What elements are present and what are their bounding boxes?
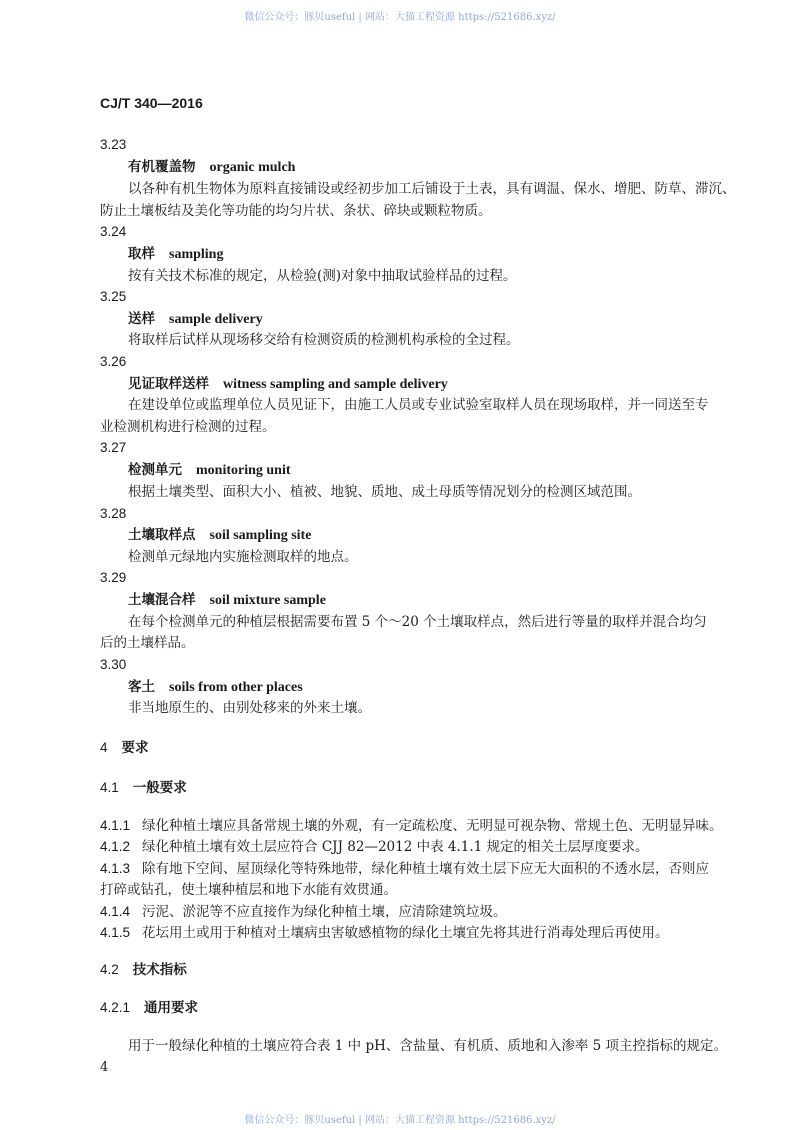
clause-continuation: 打碎或钻孔，使土壤种植层和地下水能有效贯通。	[100, 882, 397, 898]
term-title	[128, 678, 303, 697]
watermark-top: 微信公众号：豚贝useful | 网站：大猫工程资源 https://521686.xyz/	[244, 12, 556, 23]
section-heading-4-2-1	[100, 999, 198, 1017]
term-title	[128, 245, 223, 264]
term-en: soil mixture sample	[209, 593, 326, 608]
document-code: CJ/T 340—2016	[100, 95, 203, 111]
term-definition: 后的土壤样品。	[100, 635, 195, 651]
clause-4-1-4	[100, 903, 507, 921]
term-zh: 见证取样送样	[128, 376, 209, 392]
term-en: soils from other places	[169, 680, 303, 695]
term-title	[128, 461, 291, 480]
section-heading-4-1	[100, 779, 187, 797]
term-definition: 以各种有机生物体为原料直接铺设或经初步加工后铺设于土表，具有调温、保水、增肥、防草、滞沉、	[128, 181, 736, 197]
term-number: 3.29	[100, 570, 127, 585]
term-number: 3.26	[100, 354, 127, 369]
section-number: 4	[100, 740, 108, 755]
term-number: 3.23	[100, 137, 127, 152]
term-zh: 检测单元	[128, 462, 182, 478]
term-zh: 土壤取样点	[128, 527, 196, 543]
clause-text: 花坛用土或用于种植对土壤病虫害敏感植物的绿化土壤宜先将其进行消毒处理后再使用。	[142, 925, 669, 941]
watermark-bottom: 微信公众号：豚贝useful | 网站：大猫工程资源 https://521686.xyz/	[244, 1115, 556, 1126]
term-en: organic mulch	[209, 160, 296, 175]
paragraph: 用于一般绿化种植的土壤应符合表 1 中 pH、含盐量、有机质、质地和入渗率 5 项主控指标的规定。	[128, 1038, 728, 1054]
term-definition: 根据土壤类型、面积大小、植被、地貌、质地、成土母质等情况划分的检测区域范围。	[128, 484, 641, 500]
term-en: monitoring unit	[196, 463, 291, 478]
clause-number: 4.1.5	[100, 925, 131, 940]
term-title	[128, 591, 326, 610]
term-title	[128, 375, 448, 394]
term-number: 3.25	[100, 289, 127, 304]
term-number: 3.27	[100, 440, 127, 455]
section-title: 一般要求	[132, 780, 187, 796]
clause-text: 绿化种植土壤应具备常规土壤的外观，有一定疏松度、无明显可视杂物、常规土色、无明显异味。	[142, 818, 723, 834]
term-title	[128, 158, 295, 177]
clause-text: 污泥、淤泥等不应直接作为绿化种植土壤，应清除建筑垃圾。	[142, 904, 507, 920]
section-title: 技术指标	[132, 962, 187, 978]
section-number: 4.2.1	[100, 1000, 131, 1015]
term-title	[128, 526, 311, 545]
clause-number: 4.1.4	[100, 904, 131, 919]
term-en: sample delivery	[169, 312, 263, 327]
term-zh: 客土	[128, 679, 155, 695]
section-number: 4.2	[100, 962, 119, 977]
section-number: 4.1	[100, 780, 119, 795]
term-definition: 业检测机构进行检测的过程。	[100, 419, 276, 435]
section-title: 要求	[121, 740, 149, 756]
term-number: 3.28	[100, 506, 127, 521]
section-title: 通用要求	[144, 1000, 199, 1016]
section-heading-4	[100, 739, 149, 757]
clause-text: 绿化种植土壤有效土层应符合 CJJ 82—2012 中表 4.1.1 规定的相关土层厚度要求。	[142, 839, 649, 855]
clause-4-1-1	[100, 817, 723, 835]
term-title	[128, 310, 263, 329]
term-zh: 有机覆盖物	[128, 159, 196, 175]
term-definition: 在每个检测单元的种植层根据需要布置 5 个～20 个土壤取样点，然后进行等量的取样并混合均匀	[128, 614, 707, 630]
term-definition: 在建设单位或监理单位人员见证下，由施工人员或专业试验室取样人员在现场取样，并一同送至专	[128, 397, 709, 413]
term-zh: 送样	[128, 311, 155, 327]
term-definition: 将取样后试样从现场移交给有检测资质的检测机构承检的全过程。	[128, 332, 520, 348]
term-definition: 检测单元绿地内实施检测取样的地点。	[128, 549, 358, 565]
term-zh: 取样	[128, 246, 155, 262]
term-definition: 防止土壤板结及美化等功能的均匀片状、条状、碎块或颗粒物质。	[100, 203, 492, 219]
section-heading-4-2	[100, 961, 187, 979]
term-definition: 非当地原生的、由别处移来的外来土壤。	[128, 700, 371, 716]
term-en: sampling	[169, 247, 224, 262]
page-number: 4	[100, 1060, 109, 1075]
clause-number: 4.1.3	[100, 861, 131, 876]
term-en: soil sampling site	[209, 528, 312, 543]
clause-text: 除有地下空间、屋顶绿化等特殊地带，绿化种植土壤有效土层下应无大面积的不透水层，否则应	[142, 861, 710, 877]
term-number: 3.24	[100, 224, 127, 239]
term-en: witness sampling and sample delivery	[223, 377, 448, 392]
clause-number: 4.1.2	[100, 839, 131, 854]
term-number: 3.30	[100, 657, 127, 672]
term-definition: 按有关技术标准的规定，从检验(测)对象中抽取试验样品的过程。	[128, 268, 517, 284]
term-zh: 土壤混合样	[128, 592, 196, 608]
clause-4-1-3	[100, 860, 709, 878]
clause-4-1-5	[100, 924, 669, 942]
clause-4-1-2	[100, 838, 649, 856]
clause-number: 4.1.1	[100, 818, 131, 833]
